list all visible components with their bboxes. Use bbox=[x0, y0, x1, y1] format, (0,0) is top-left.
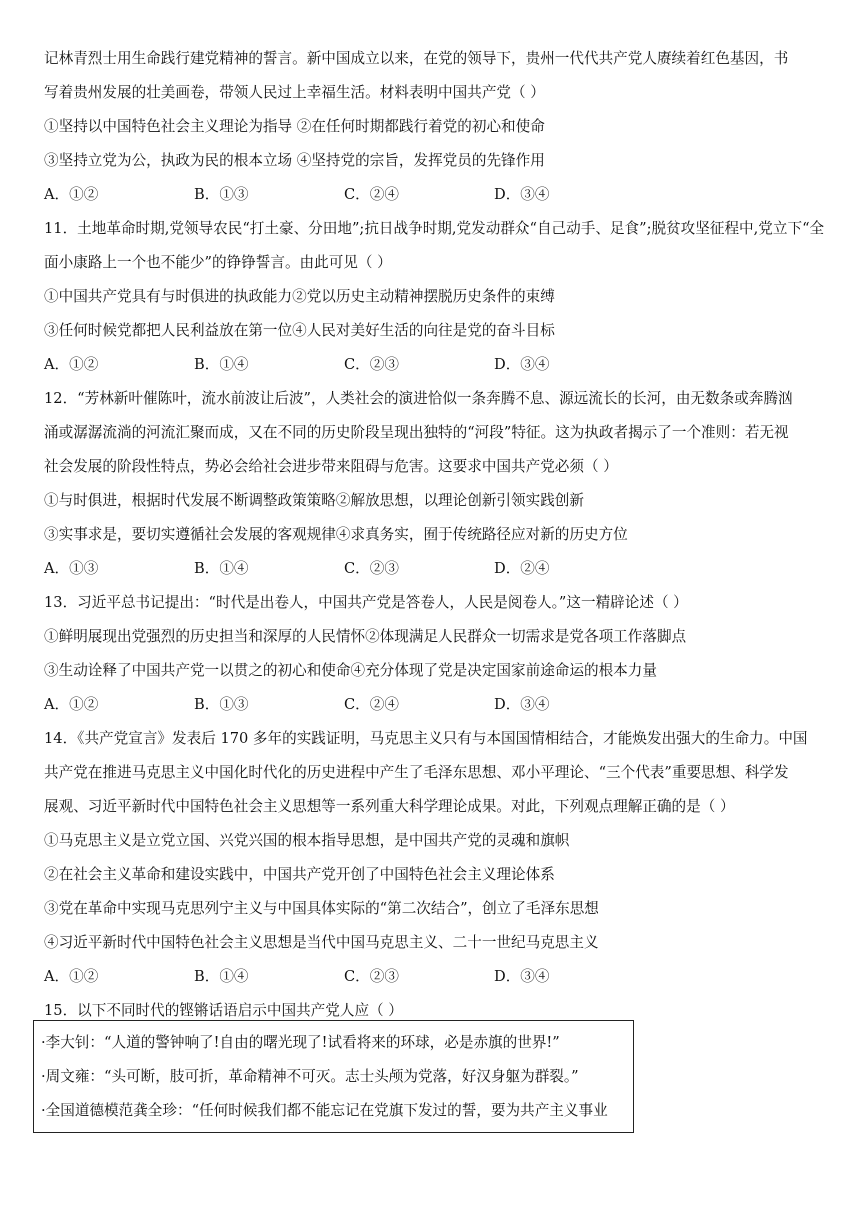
question-15-stem: 15．以下不同时代的铿锵话语启示中国共产党人应（ ） bbox=[44, 1002, 403, 1019]
option-a[interactable]: A．①② bbox=[44, 696, 99, 713]
answer-options bbox=[44, 178, 824, 212]
statement: ③实事求是，要切实遵循社会发展的客观规律④求真务实，囿于传统路径应对新的历史方位 bbox=[44, 526, 628, 543]
statement: ①坚持以中国特色社会主义理论为指导 ②在任何时期都践行着党的初心和使命 bbox=[44, 118, 545, 135]
question-10 bbox=[44, 42, 824, 212]
question-13-stem: 13．习近平总书记提出：“时代是出卷人，中国共产党是答卷人，人民是阅卷人。”这一精辟论述（ ） bbox=[44, 594, 688, 611]
statement: ③任何时候党都把人民利益放在第一位④人民对美好生活的向往是党的奋斗目标 bbox=[44, 322, 555, 339]
question-13 bbox=[44, 586, 824, 722]
question-12-stem: 涌或潺潺流淌的河流汇聚而成，又在不同的历史阶段呈现出独特的“河段”特征。这为执政者揭示了一个准则：若无视 bbox=[44, 424, 789, 441]
question-14-stem: 展观、习近平新时代中国特色社会主义思想等一系列重大科学理论成果。对此，下列观点理解正确的是（ ） bbox=[44, 798, 735, 815]
statement: ④习近平新时代中国特色社会主义思想是当代中国马克思主义、二十一世纪马克思主义 bbox=[44, 934, 599, 951]
option-c[interactable]: C．②③ bbox=[344, 356, 399, 373]
option-b[interactable]: B．①④ bbox=[194, 356, 249, 373]
statement: ③党在革命中实现马克思列宁主义与中国具体实际的“第二次结合”，创立了毛泽东思想 bbox=[44, 900, 599, 917]
option-a[interactable]: A．①③ bbox=[44, 560, 99, 577]
option-d[interactable]: D．②④ bbox=[494, 560, 550, 577]
option-b[interactable]: B．①③ bbox=[194, 186, 249, 203]
quote-box bbox=[33, 1020, 634, 1133]
answer-options bbox=[44, 688, 824, 722]
answer-options bbox=[44, 552, 824, 586]
option-c[interactable]: C．②③ bbox=[344, 968, 399, 985]
option-d[interactable]: D．③④ bbox=[494, 186, 550, 203]
answer-options bbox=[44, 348, 824, 382]
option-a[interactable]: A．①② bbox=[44, 968, 99, 985]
question-12 bbox=[44, 382, 824, 586]
option-b[interactable]: B．①④ bbox=[194, 968, 249, 985]
option-c[interactable]: C．②④ bbox=[344, 186, 399, 203]
statement: ②在社会主义革命和建设实践中，中国共产党开创了中国特色社会主义理论体系 bbox=[44, 866, 555, 883]
question-11 bbox=[44, 212, 824, 382]
statement: ①中国共产党具有与时俱进的执政能力②党以历史主动精神摆脱历史条件的束缚 bbox=[44, 288, 555, 305]
question-14-stem: 14．《共产党宣言》发表后 170 多年的实践证明，马克思主义只有与本国国情相结合，才能焕发出强大的生命力。中国 bbox=[44, 730, 808, 747]
statement: ①与时俱进，根据时代发展不断调整政策策略②解放思想，以理论创新引领实践创新 bbox=[44, 492, 584, 509]
question-14 bbox=[44, 722, 824, 994]
option-c[interactable]: C．②④ bbox=[344, 696, 399, 713]
statement: ③坚持立党为公，执政为民的根本立场 ④坚持党的宗旨，发挥党员的先锋作用 bbox=[44, 152, 545, 169]
option-d[interactable]: D．③④ bbox=[494, 968, 550, 985]
question-12-stem: 12．“芳林新叶催陈叶，流水前波让后波”，人类社会的演进恰似一条奔腾不息、源远流长的长河，由无数条或奔腾汹 bbox=[44, 390, 793, 407]
option-b[interactable]: B．①④ bbox=[194, 560, 249, 577]
answer-options bbox=[44, 960, 824, 994]
quote: ·全国道德模范龚全珍：“任何时候我们都不能忘记在党旗下发过的誓，要为共产主义事业 bbox=[41, 1102, 608, 1119]
statement: ①鲜明展现出党强烈的历史担当和深厚的人民情怀②体现满足人民群众一切需求是党各项工作落脚点 bbox=[44, 628, 687, 645]
option-a[interactable]: A．①② bbox=[44, 356, 99, 373]
question-11-stem: 面小康路上一个也不能少”的铮铮誓言。由此可见（ ） bbox=[44, 254, 392, 271]
option-d[interactable]: D．③④ bbox=[494, 696, 550, 713]
option-c[interactable]: C．②③ bbox=[344, 560, 399, 577]
quote: ·李大钊：“人道的警钟响了!自由的曙光现了!试看将来的环球，必是赤旗的世界!” bbox=[41, 1034, 560, 1051]
option-a[interactable]: A．①② bbox=[44, 186, 99, 203]
statement: ①马克思主义是立党立国、兴党兴国的根本指导思想，是中国共产党的灵魂和旗帜 bbox=[44, 832, 570, 849]
question-10-line: 记林青烈士用生命践行建党精神的誓言。新中国成立以来，在党的领导下，贵州一代代共产党人赓续着红色基因，书 bbox=[44, 50, 789, 67]
question-10-line: 写着贵州发展的壮美画卷，带领人民过上幸福生活。材料表明中国共产党（ ） bbox=[44, 84, 545, 101]
option-b[interactable]: B．①③ bbox=[194, 696, 249, 713]
option-d[interactable]: D．③④ bbox=[494, 356, 550, 373]
exam-page bbox=[44, 42, 824, 1028]
question-12-stem: 社会发展的阶段性特点，势必会给社会进步带来阻碍与危害。这要求中国共产党必须（ ） bbox=[44, 458, 618, 475]
quote: ·周文雍：“头可断，肢可折，革命精神不可灭。志士头颅为党落，好汉身躯为群裂。” bbox=[41, 1068, 579, 1085]
statement: ③生动诠释了中国共产党一以贯之的初心和使命④充分体现了党是决定国家前途命运的根本力量 bbox=[44, 662, 657, 679]
question-14-stem: 共产党在推进马克思主义中国化时代化的历史进程中产生了毛泽东思想、邓小平理论、“三个代表”重要思想、科学发 bbox=[44, 764, 789, 781]
question-11-stem: 11．土地革命时期,党领导农民“打土豪、分田地”;抗日战争时期,党发动群众“自己动手、足食”;脱贫攻坚征程中,党立下“全 bbox=[44, 220, 825, 237]
